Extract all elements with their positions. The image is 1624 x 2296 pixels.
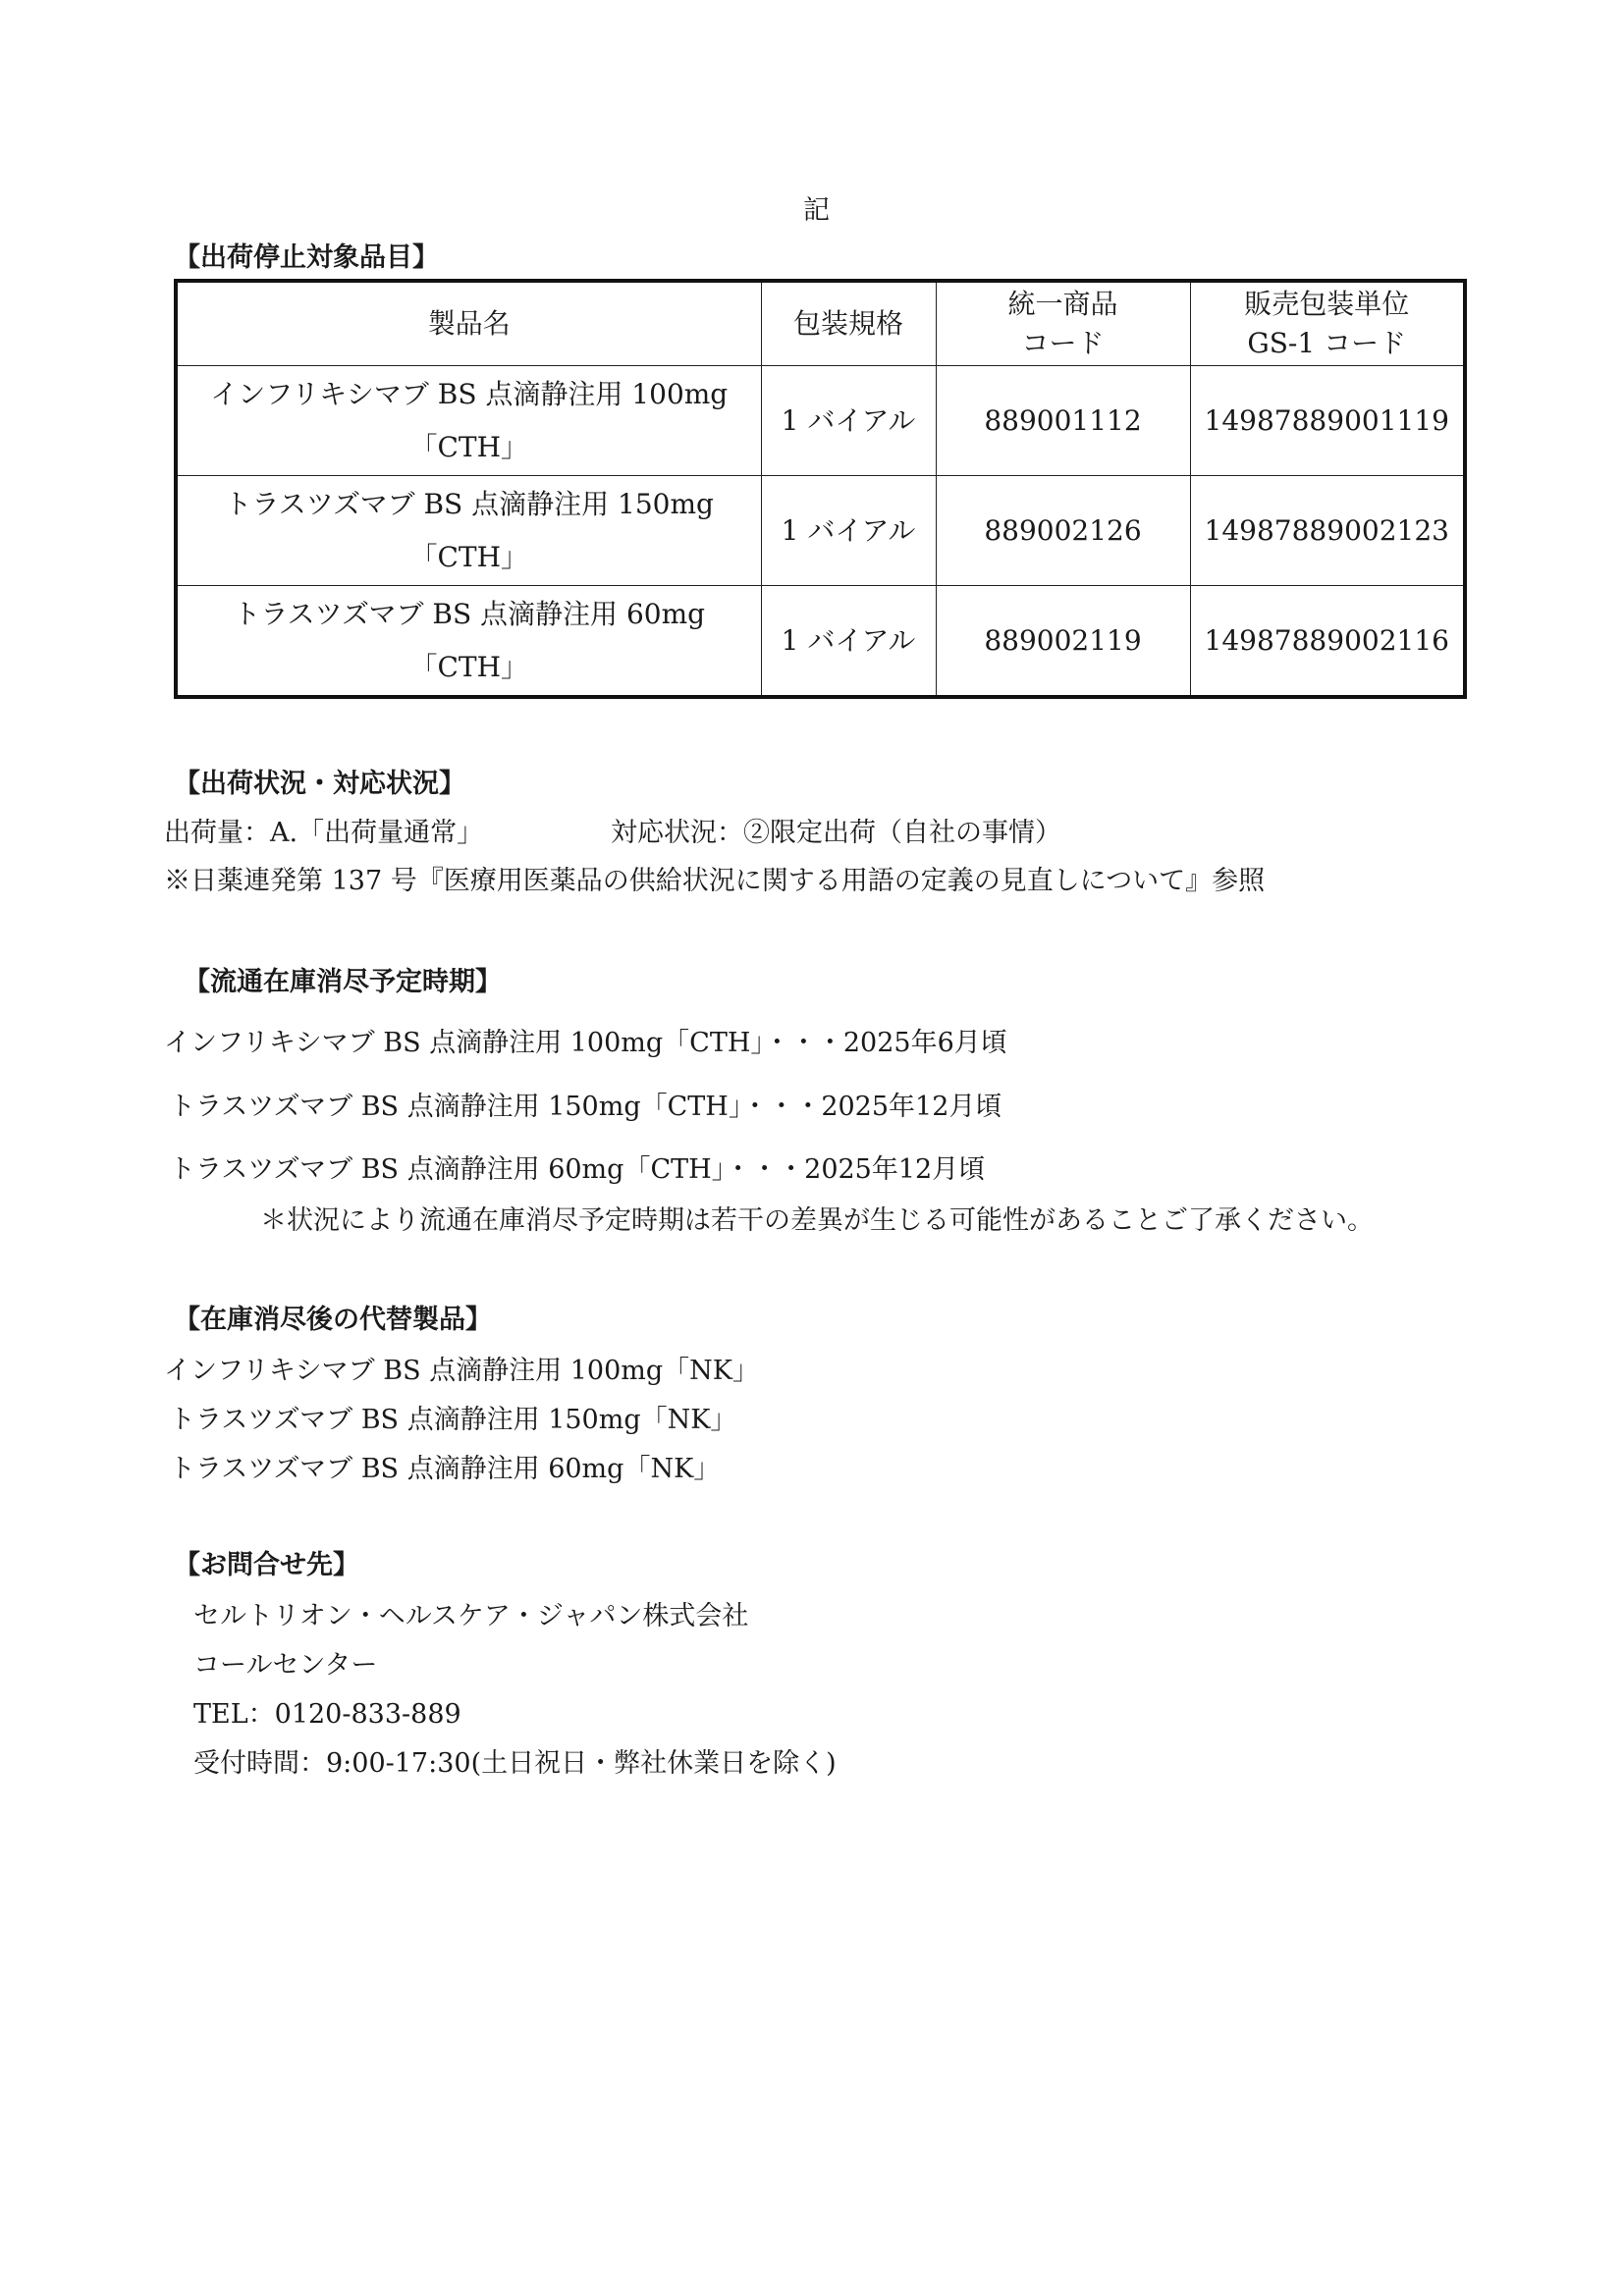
alternatives-heading: 【在庫消尽後の代替製品】 [174,1305,492,1335]
response-status: 対応状況：②限定出荷（自社の事情） [611,818,1061,848]
alternative-item: インフリキシマブ BS 点滴静注用 100mg「NK」 [164,1356,759,1386]
depletion-item: トラスツズマブ BS 点滴静注用 60mg「CTH」・・・2025年12月頃 [169,1154,986,1185]
cell-product-name: インフリキシマブ BS 点滴静注用 100mg 「CTH」 [176,366,761,476]
cell-product-name: トラスツズマブ BS 点滴静注用 60mg 「CTH」 [176,586,761,698]
cell-product-name: トラスツズマブ BS 点滴静注用 150mg 「CTH」 [176,476,761,586]
cell-gs1-code: 14987889002116 [1190,586,1465,698]
column-header-product-code: 統一商品 コード [936,281,1190,366]
contact-heading: 【お問合せ先】 [174,1550,359,1580]
column-header-gs1-code: 販売包装単位 GS‑1 コード [1190,281,1465,366]
cell-gs1-code: 14987889001119 [1190,366,1465,476]
depletion-item: インフリキシマブ BS 点滴静注用 100mg「CTH」・・・2025年6月頃 [164,1028,1007,1058]
contact-hours: 受付時間：9:00‑17:30(土日祝日・弊社休業日を除く) [193,1748,837,1779]
alternative-item: トラスツズマブ BS 点滴静注用 150mg「NK」 [169,1405,737,1435]
contact-center: コールセンター [193,1650,378,1681]
products-heading: 【出荷停止対象品目】 [174,242,439,273]
depletion-item: トラスツズマブ BS 点滴静注用 150mg「CTH」・・・2025年12月頃 [169,1092,1002,1122]
cell-product-code: 889002126 [936,476,1190,586]
cell-product-code: 889002119 [936,586,1190,698]
alternative-item: トラスツズマブ BS 点滴静注用 60mg「NK」 [169,1454,721,1484]
shipping-volume: 出荷量：A.「出荷量通常」 [164,818,484,848]
table-row [176,366,1465,476]
depletion-heading: 【流通在庫消尽予定時期】 [184,967,502,997]
table-header-row [176,281,1465,366]
cell-gs1-code: 14987889002123 [1190,476,1465,586]
cell-package: 1 バイアル [761,586,936,698]
status-note: ※日薬連発第 137 号『医療用医薬品の供給状況に関する用語の定義の見直しについて』参照 [164,866,1266,896]
cell-package: 1 バイアル [761,366,936,476]
cell-package: 1 バイアル [761,476,936,586]
table-row [176,586,1465,698]
document-marker-ki: 記 [803,195,830,226]
cell-product-code: 889001112 [936,366,1190,476]
products-table [174,279,1467,699]
column-header-package: 包装規格 [761,281,936,366]
column-header-product-name: 製品名 [176,281,761,366]
depletion-note: ＊状況により流通在庫消尽予定時期は若干の差異が生じる可能性があることご了承ください。 [260,1205,1374,1236]
table-row [176,476,1465,586]
contact-company: セルトリオン・ヘルスケア・ジャパン株式会社 [193,1601,749,1631]
contact-tel: TEL：0120‑833‑889 [193,1699,461,1730]
status-heading: 【出荷状況・対応状況】 [174,769,465,799]
